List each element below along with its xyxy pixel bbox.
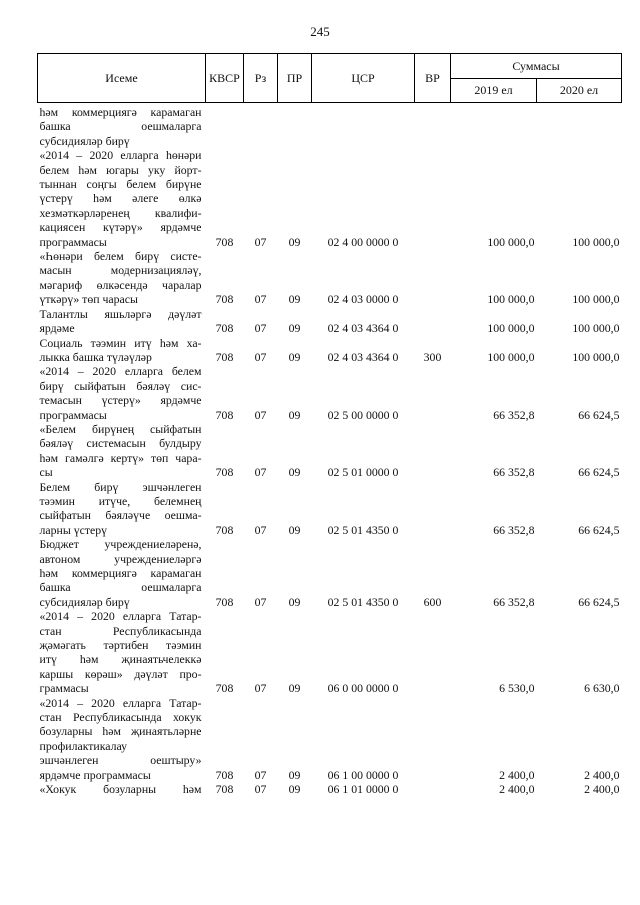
- cell-v2020: 100 000,0: [572, 234, 620, 249]
- cell-v2019: 66 352,8: [493, 594, 535, 609]
- cell-pr: 09: [288, 522, 301, 537]
- cell-csr: 02 5 00 0000 0: [327, 407, 399, 422]
- table-row: [38, 480, 622, 538]
- cell-rz: 07: [254, 321, 267, 336]
- table-row: [38, 422, 622, 480]
- row-name: [38, 422, 206, 480]
- cell-kvsr: 708: [215, 767, 234, 782]
- name-line: программасы: [39, 407, 107, 422]
- name-line: хезмәткәрләренең квалифи-: [39, 205, 202, 220]
- header-kvsr: КВСР: [206, 54, 244, 103]
- name-line: «Белем бирүнең сыйфатын: [39, 421, 202, 436]
- cell-csr: [312, 103, 415, 149]
- name-line: бәяләү системасын булдыру: [39, 436, 202, 451]
- cell-v2019: 66 352,8: [493, 465, 535, 480]
- cell-vr: [415, 422, 451, 480]
- cell-csr: 02 4 03 4364 0: [327, 321, 399, 336]
- cell-v2019: 2 400,0: [499, 782, 535, 797]
- cell-vr: [415, 307, 451, 336]
- row-name: [38, 249, 206, 307]
- row-name: [38, 148, 206, 249]
- name-line: бозуларны һәм җинаятьләрне: [39, 724, 202, 739]
- row-name: [38, 480, 206, 538]
- row-name: [38, 537, 206, 609]
- cell-v2019: 100 000,0: [487, 349, 535, 364]
- name-line: Социаль тәэмин итү һәм ха-: [39, 335, 202, 350]
- cell-csr: 02 4 03 0000 0: [327, 292, 399, 307]
- cell-kvsr: 708: [215, 465, 234, 480]
- cell-csr: 02 4 00 0000 0: [327, 234, 399, 249]
- cell-vr: [415, 103, 451, 149]
- name-line: сыйфатын бәяләүче оешма-: [39, 508, 202, 523]
- name-line: «2014 – 2020 елларга һөнәри: [39, 148, 202, 163]
- cell-pr: [278, 103, 312, 149]
- table-row: [38, 696, 622, 782]
- cell-kvsr: 708: [215, 522, 234, 537]
- row-name: [38, 103, 206, 149]
- cell-kvsr: 708: [215, 349, 234, 364]
- cell-pr: 09: [288, 407, 301, 422]
- cell-vr: [415, 364, 451, 422]
- cell-kvsr: 708: [215, 782, 234, 797]
- cell-rz: 07: [254, 407, 267, 422]
- cell-v2020: 66 624,5: [578, 522, 620, 537]
- name-line: белем һәм югары уку йорт-: [39, 162, 202, 177]
- cell-csr: 06 0 00 0000 0: [327, 681, 399, 696]
- cell-csr: 06 1 01 0000 0: [327, 782, 399, 797]
- cell-rz: 07: [254, 465, 267, 480]
- name-line: мәгариф өлкәсендә чаралар: [39, 277, 202, 292]
- name-line: башка оешмаларга: [39, 580, 202, 595]
- cell-v2020: 66 624,5: [578, 594, 620, 609]
- name-line: җәмәгать тәртибен тәэмин: [39, 638, 202, 653]
- table-row: [38, 364, 622, 422]
- name-line: ярдәмче программасы: [39, 767, 151, 782]
- cell-pr: 09: [288, 782, 301, 797]
- name-line: стан Республикасында хокук: [39, 710, 202, 725]
- cell-vr: [415, 782, 451, 796]
- name-line: «Хокук бозуларны һәм: [39, 782, 202, 797]
- cell-v2019: 2 400,0: [499, 767, 535, 782]
- name-line: һәм гамәлгә кертү» төп чара-: [39, 450, 202, 465]
- cell-v2020: 100 000,0: [572, 292, 620, 307]
- name-line: Талантлы яшьләргә дәүләт: [39, 306, 202, 321]
- cell-v2020: 100 000,0: [572, 349, 620, 364]
- name-line: ярдәме: [39, 321, 75, 336]
- cell-v2020: 2 400,0: [584, 782, 620, 797]
- cell-rz: 07: [254, 782, 267, 797]
- cell-kvsr: [206, 103, 244, 149]
- cell-csr: 06 1 00 0000 0: [327, 767, 399, 782]
- table-row: [38, 148, 622, 249]
- cell-vr: [415, 696, 451, 782]
- table-row: [38, 537, 622, 609]
- table-header: [38, 54, 622, 103]
- name-line: каршы көрәш» дәүләт про-: [39, 666, 202, 681]
- name-line: үткәрү» төп чарасы: [39, 292, 138, 307]
- cell-csr: 02 5 01 0000 0: [327, 465, 399, 480]
- cell-v2019: 66 352,8: [493, 407, 535, 422]
- header-2020: 2020 ел: [537, 79, 622, 103]
- cell-rz: [244, 103, 278, 149]
- name-line: бирү сыйфатын бәяләү сис-: [39, 378, 202, 393]
- cell-rz: 07: [254, 292, 267, 307]
- name-line: темасын үстерү» ярдәмче: [39, 393, 202, 408]
- cell-pr: 09: [288, 321, 301, 336]
- cell-rz: 07: [254, 681, 267, 696]
- cell-kvsr: 708: [215, 594, 234, 609]
- header-2019: 2019 ел: [451, 79, 537, 103]
- name-line: ларны үстерү: [39, 522, 108, 537]
- header-pr: ПР: [278, 54, 312, 103]
- cell-v2019: 100 000,0: [487, 321, 535, 336]
- cell-kvsr: 708: [215, 321, 234, 336]
- name-line: Бюджет учреждениеләренә,: [39, 537, 202, 552]
- cell-vr: [415, 148, 451, 249]
- name-line: лыкка башка түләүләр: [39, 349, 152, 364]
- cell-v2020: 6 630,0: [584, 681, 620, 696]
- name-line: Белем бирү эшчәнлеген: [39, 479, 202, 494]
- name-line: үстерү һәм әлеге өлкә: [39, 191, 202, 206]
- cell-rz: 07: [254, 767, 267, 782]
- name-line: һәм коммерциягә карамаган: [39, 105, 202, 119]
- page-number: 245: [310, 24, 330, 39]
- name-line: граммасы: [39, 681, 89, 696]
- name-line: башка оешмаларга: [39, 119, 202, 134]
- header-rz: Рз: [244, 54, 278, 103]
- name-line: тыннан соңгы белем бирүне: [39, 177, 202, 192]
- header-csr: ЦСР: [312, 54, 415, 103]
- cell-v2020: [537, 103, 622, 149]
- table-row: [38, 336, 622, 365]
- name-line: «2014 – 2020 елларга Татар-: [39, 609, 202, 624]
- cell-vr: [415, 480, 451, 538]
- name-line: һәм коммерциягә карамаган: [39, 566, 202, 580]
- cell-rz: 07: [254, 594, 267, 609]
- cell-v2019: 66 352,8: [493, 522, 535, 537]
- cell-kvsr: 708: [215, 292, 234, 307]
- budget-table: [37, 53, 622, 797]
- cell-v2020: 2 400,0: [584, 767, 620, 782]
- cell-v2020: 66 624,5: [578, 465, 620, 480]
- cell-pr: 09: [288, 234, 301, 249]
- table-row: [38, 307, 622, 336]
- cell-vr: 600: [423, 594, 442, 609]
- name-line: сы: [39, 465, 53, 480]
- row-name: [38, 696, 206, 782]
- table-body: [38, 103, 622, 797]
- cell-v2019: 6 530,0: [499, 681, 535, 696]
- name-line: итү һәм җинаятьчелеккә: [39, 652, 202, 667]
- cell-v2020: 100 000,0: [572, 321, 620, 336]
- row-name: [38, 336, 206, 365]
- header-name: Исеме: [38, 54, 206, 103]
- cell-v2019: [451, 103, 537, 149]
- cell-v2020: 66 624,5: [578, 407, 620, 422]
- cell-csr: 02 5 01 4350 0: [327, 594, 399, 609]
- cell-kvsr: 708: [215, 234, 234, 249]
- cell-kvsr: 708: [215, 407, 234, 422]
- cell-pr: 09: [288, 465, 301, 480]
- name-line: автоном учреждениеләргә: [39, 551, 202, 566]
- name-line: профилактикалау: [39, 738, 128, 753]
- cell-pr: 09: [288, 292, 301, 307]
- name-line: программасы: [39, 234, 107, 249]
- cell-pr: 09: [288, 681, 301, 696]
- cell-vr: 300: [423, 349, 442, 364]
- row-name: [38, 364, 206, 422]
- name-line: «2014 – 2020 елларга белем: [39, 364, 202, 379]
- cell-vr: [415, 249, 451, 307]
- table-row: [38, 103, 622, 149]
- name-line: тәэмин итүче, белемнең: [39, 493, 202, 508]
- table-row: [38, 249, 622, 307]
- header-sums: Суммасы: [451, 54, 622, 79]
- cell-csr: 02 5 01 4350 0: [327, 522, 399, 537]
- header-vr: ВР: [415, 54, 451, 103]
- cell-v2019: 100 000,0: [487, 234, 535, 249]
- name-line: «Һөнәри белем бирү систе-: [39, 249, 202, 264]
- cell-pr: 09: [288, 594, 301, 609]
- cell-rz: 07: [254, 234, 267, 249]
- row-name: [38, 609, 206, 695]
- name-line: кациясен күтәрү» ярдәмче: [39, 220, 202, 235]
- cell-rz: 07: [254, 522, 267, 537]
- name-line: стан Республикасында: [39, 623, 202, 638]
- cell-rz: 07: [254, 349, 267, 364]
- cell-vr: [415, 609, 451, 695]
- name-line: эшчәнлеген оештыру»: [39, 753, 202, 768]
- cell-csr: 02 4 03 4364 0: [327, 349, 399, 364]
- table-row: [38, 609, 622, 695]
- cell-kvsr: 708: [215, 681, 234, 696]
- name-line: масын модернизацияләү,: [39, 263, 202, 278]
- row-name: [38, 782, 206, 796]
- name-line: субсидияләр бирү: [39, 594, 130, 609]
- name-line: «2014 – 2020 елларга Татар-: [39, 695, 202, 710]
- cell-v2019: 100 000,0: [487, 292, 535, 307]
- cell-pr: 09: [288, 767, 301, 782]
- cell-pr: 09: [288, 349, 301, 364]
- table-row: [38, 782, 622, 796]
- name-line: субсидияләр бирү: [39, 133, 130, 148]
- row-name: [38, 307, 206, 336]
